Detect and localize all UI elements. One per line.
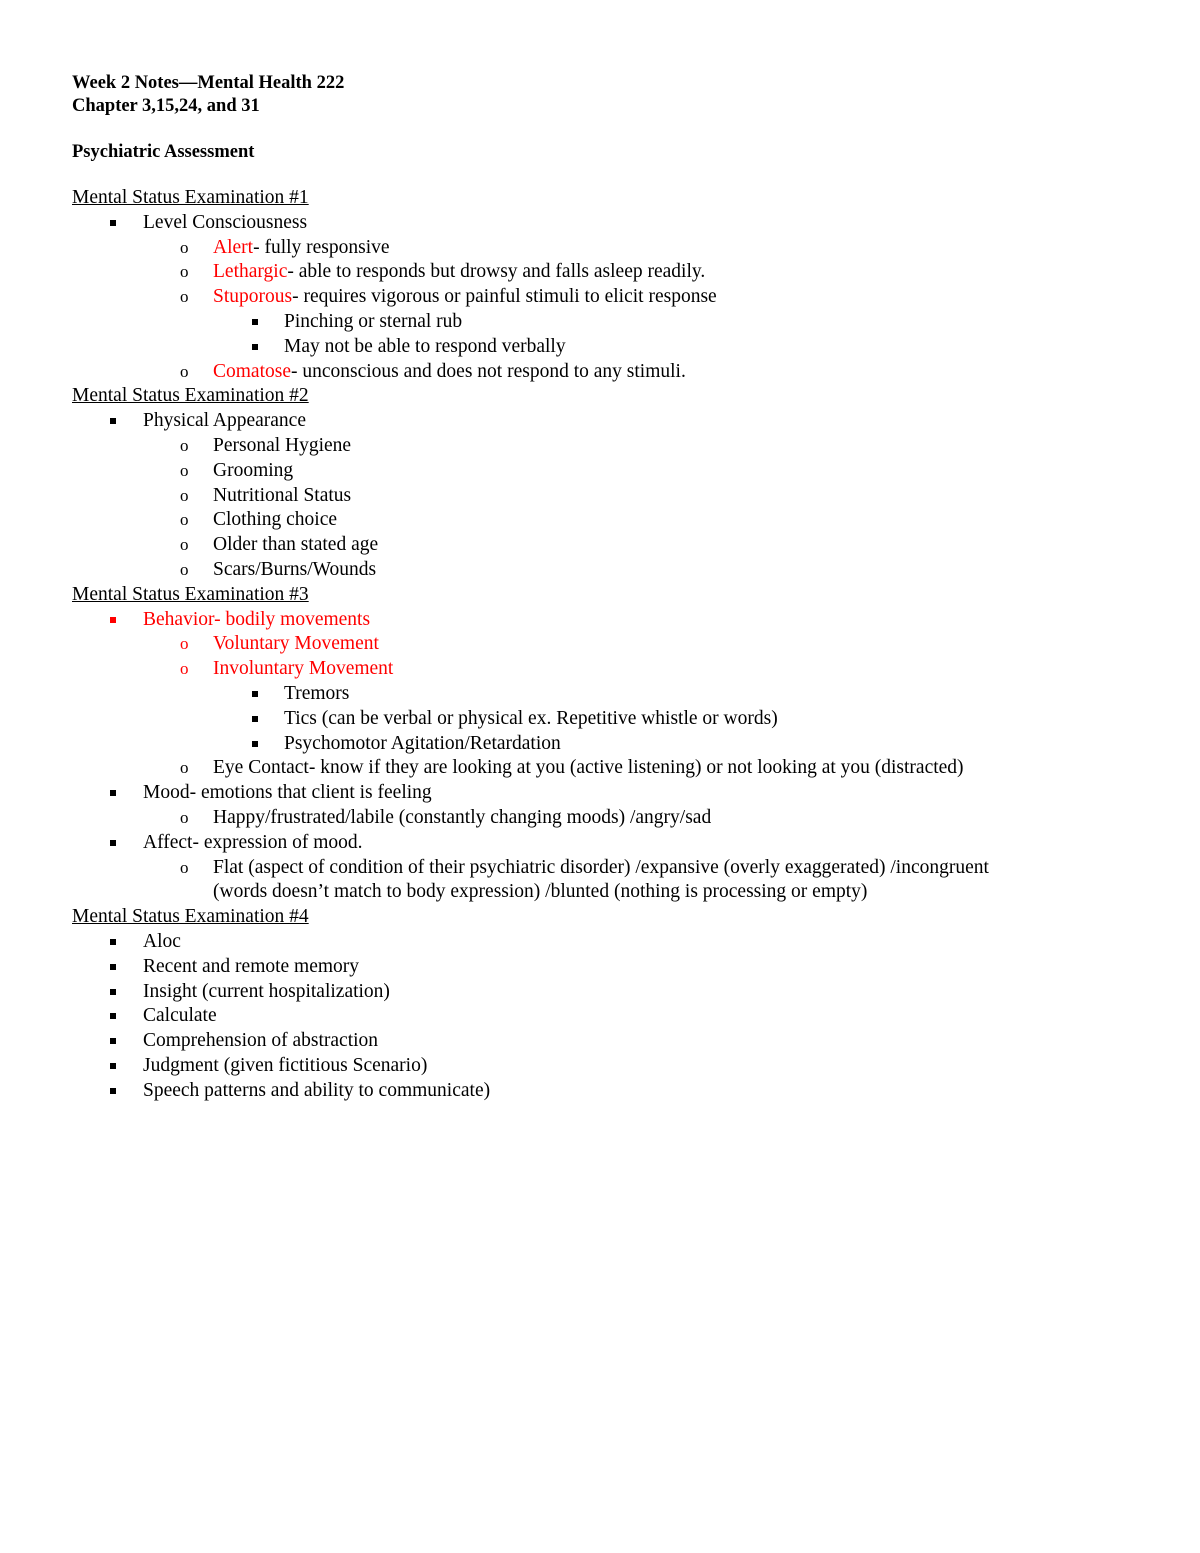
mse2-heading: Mental Status Examination #2 [72, 385, 309, 407]
circle-bullet-icon: o [180, 262, 189, 282]
square-bullet-icon [110, 790, 116, 796]
square-bullet-icon [110, 964, 116, 970]
doc-chapters: Chapter 3,15,24, and 31 [72, 96, 260, 116]
list-item: o Scars/Burns/Wounds [72, 558, 1132, 583]
list-item: Speech patterns and ability to communicate) [72, 1079, 1132, 1104]
square-bullet-icon [252, 716, 258, 722]
list-item: Aloc [72, 930, 1132, 955]
mse1-stuporous: o Stuporous- requires vigorous or painful stimuli to elicit response [72, 285, 1132, 310]
circle-bullet-icon: o [180, 510, 189, 530]
mse3-voluntary: o Voluntary Movement [72, 632, 1132, 657]
mse3-behavior: Behavior- bodily movements [72, 608, 1132, 633]
square-bullet-icon [252, 741, 258, 747]
list-item: o Grooming [72, 459, 1132, 484]
list-item: Calculate [72, 1004, 1132, 1029]
mse3-mood: Mood- emotions that client is feeling [72, 781, 1132, 806]
circle-bullet-icon: o [180, 634, 189, 654]
mse1-item: Level Consciousness [72, 211, 1132, 236]
square-bullet-icon [110, 418, 116, 424]
list-item: Tics (can be verbal or physical ex. Repetitive whistle or words) [72, 707, 1132, 732]
mse3-affect-sub-cont: (words doesn’t match to body expression) /blunted (nothing is processing or empty) [213, 881, 868, 903]
mse1-alert: o Alert- fully responsive [72, 236, 1132, 261]
list-item: Pinching or sternal rub [72, 310, 1132, 335]
mse4-heading: Mental Status Examination #4 [72, 906, 309, 928]
section-title: Psychiatric Assessment [72, 142, 255, 162]
list-item: o Clothing choice [72, 508, 1132, 533]
list-item: May not be able to respond verbally [72, 335, 1132, 360]
circle-bullet-icon: o [180, 758, 189, 778]
doc-title: Week 2 Notes—Mental Health 222 [72, 73, 345, 93]
mse3-affect: Affect- expression of mood. [72, 831, 1132, 856]
mse3-eye-contact: o Eye Contact- know if they are looking at you (active listening) or not looking at you (distracted) [72, 756, 1132, 781]
list-item: Psychomotor Agitation/Retardation [72, 732, 1132, 757]
square-bullet-icon [252, 691, 258, 697]
circle-bullet-icon: o [180, 237, 189, 257]
mse1-comatose: o Comatose- unconscious and does not respond to any stimuli. [72, 360, 1132, 385]
circle-bullet-icon: o [180, 559, 189, 579]
square-bullet-icon [110, 989, 116, 995]
mse3-affect-sub: o Flat (aspect of condition of their psychiatric disorder) /expansive (overly exaggerated) /incongruent [72, 856, 1132, 881]
list-item: o Nutritional Status [72, 484, 1132, 509]
mse3-involuntary: o Involuntary Movement [72, 657, 1132, 682]
circle-bullet-icon: o [180, 857, 189, 877]
circle-bullet-icon: o [180, 361, 189, 381]
term-lethargic: Lethargic [213, 261, 288, 283]
square-bullet-icon [252, 319, 258, 325]
mse1-heading: Mental Status Examination #1 [72, 187, 309, 208]
circle-bullet-icon: o [180, 659, 189, 679]
square-bullet-icon [110, 939, 116, 945]
square-bullet-icon [110, 1038, 116, 1044]
square-bullet-icon [110, 1088, 116, 1094]
circle-bullet-icon: o [180, 435, 189, 455]
term-alert: Alert [213, 236, 254, 258]
document-page [72, 72, 1132, 1103]
mse3-heading: Mental Status Examination #3 [72, 583, 309, 605]
list-item: Insight (current hospitalization) [72, 980, 1132, 1005]
square-bullet-icon [110, 1063, 116, 1069]
mse3-mood-sub: o Happy/frustrated/labile (constantly changing moods) /angry/sad [72, 806, 1132, 831]
list-item: o Older than stated age [72, 533, 1132, 558]
term-stuporous: Stuporous [213, 286, 293, 308]
circle-bullet-icon: o [180, 485, 189, 505]
circle-bullet-icon: o [180, 535, 189, 555]
term-comatose: Comatose [213, 360, 291, 382]
list-item: Tremors [72, 682, 1132, 707]
square-bullet-icon [110, 220, 116, 226]
square-bullet-icon [252, 344, 258, 350]
list-item: Comprehension of abstraction [72, 1029, 1132, 1054]
square-bullet-icon [110, 840, 116, 846]
circle-bullet-icon: o [180, 460, 189, 480]
circle-bullet-icon: o [180, 287, 189, 307]
list-item: o Personal Hygiene [72, 434, 1132, 459]
square-bullet-icon [110, 617, 116, 623]
list-item: Judgment (given fictitious Scenario) [72, 1054, 1132, 1079]
mse1-lethargic: o Lethargic- able to responds but drowsy and falls asleep readily. [72, 260, 1132, 285]
list-item: Recent and remote memory [72, 955, 1132, 980]
circle-bullet-icon: o [180, 807, 189, 827]
square-bullet-icon [110, 1013, 116, 1019]
mse2-item: Physical Appearance [72, 409, 1132, 434]
